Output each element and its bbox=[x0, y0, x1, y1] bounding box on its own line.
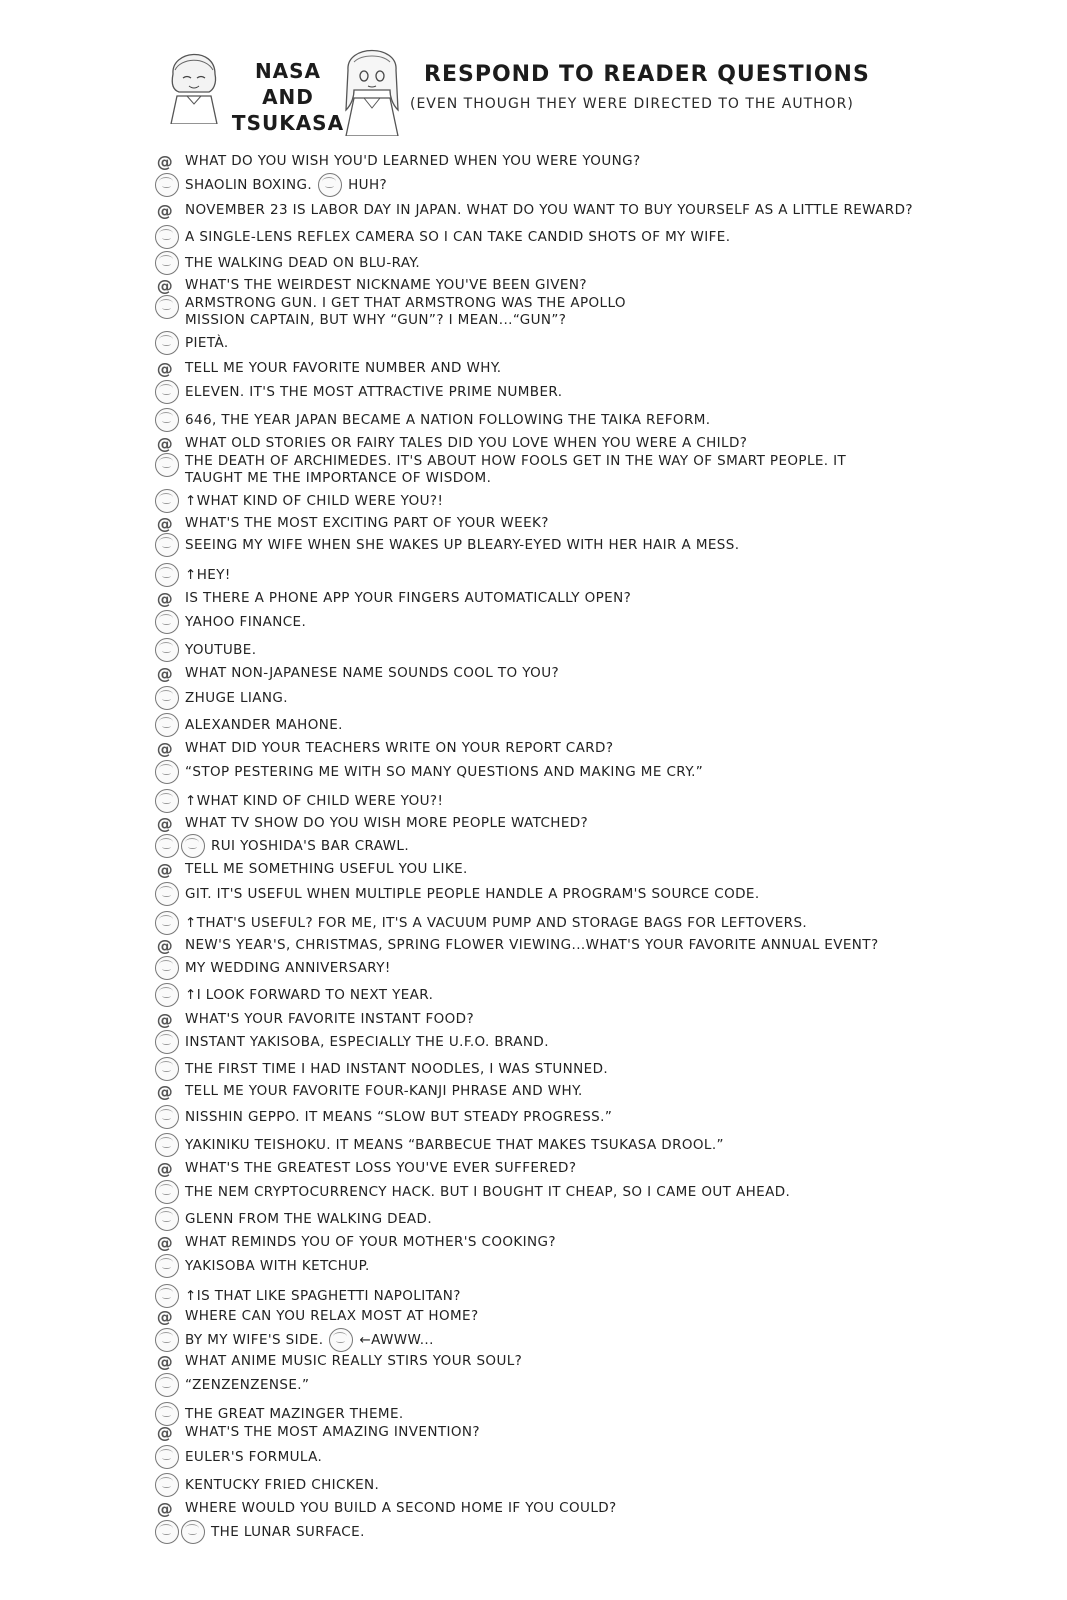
answer-row bbox=[155, 760, 703, 784]
answer-text bbox=[185, 384, 562, 400]
question-text bbox=[185, 1308, 479, 1324]
speaker-face-icon bbox=[155, 1133, 179, 1157]
line-text: WHAT DID YOUR TEACHERS WRITE ON YOUR REPORT CARD? bbox=[185, 740, 614, 756]
speaker-face-icon bbox=[318, 173, 342, 197]
question-at-icon: @ bbox=[156, 1232, 174, 1252]
question-text bbox=[185, 1083, 583, 1099]
answer-text bbox=[185, 987, 433, 1003]
line-text: NEW'S YEAR'S, CHRISTMAS, SPRING FLOWER VIEWING...WHAT'S YOUR FAVORITE ANNUAL EVENT? bbox=[185, 937, 879, 953]
question-text bbox=[185, 515, 549, 531]
question-text bbox=[185, 815, 588, 831]
answer-text bbox=[185, 886, 760, 902]
line-text: YAHOO FINANCE. bbox=[185, 614, 307, 630]
question-text bbox=[185, 1011, 474, 1027]
speaker-face-icon bbox=[155, 1328, 179, 1352]
answer-row bbox=[155, 1105, 612, 1129]
answer-text bbox=[185, 177, 312, 193]
line-text: A SINGLE-LENS REFLEX CAMERA SO I CAN TAKE CANDID SHOTS OF MY WIFE. bbox=[185, 229, 731, 245]
question-row bbox=[155, 513, 549, 533]
line-text: WHAT'S THE GREATEST LOSS YOU'VE EVER SUFFERED? bbox=[185, 1160, 577, 1176]
question-at-icon: @ bbox=[156, 275, 174, 295]
line-text: ↑THAT'S USEFUL? FOR ME, IT'S A VACUUM PUMP AND STORAGE BAGS FOR LEFTOVERS. bbox=[185, 915, 808, 931]
question-row bbox=[155, 1306, 479, 1326]
speaker-face-icon bbox=[155, 1473, 179, 1497]
speaker-face-icon bbox=[155, 380, 179, 404]
answer-text bbox=[185, 1109, 612, 1125]
speaker-face-icon bbox=[155, 331, 179, 355]
answer-row bbox=[155, 911, 807, 935]
answer-row bbox=[155, 173, 387, 197]
answer-row bbox=[155, 789, 443, 813]
speaker-face-icon bbox=[155, 834, 179, 858]
speaker-face-icon bbox=[155, 610, 179, 634]
speaker-face-icon bbox=[155, 1207, 179, 1231]
question-at-icon: @ bbox=[156, 935, 174, 955]
speaker-face-icon bbox=[155, 489, 179, 513]
speaker-line-2: TSUKASA bbox=[231, 111, 345, 135]
line-text: TELL ME YOUR FAVORITE NUMBER AND WHY. bbox=[185, 360, 502, 376]
line-text: THE WALKING DEAD ON BLU-RAY. bbox=[185, 255, 421, 271]
line-text: WHAT'S THE MOST EXCITING PART OF YOUR WEEK? bbox=[185, 515, 549, 531]
speaker-face-icon bbox=[155, 911, 179, 935]
speaker-face-icon bbox=[155, 225, 179, 249]
page-header bbox=[0, 0, 1067, 150]
answer-text bbox=[185, 793, 443, 809]
answer-row bbox=[155, 1207, 432, 1231]
answer-text bbox=[185, 1061, 608, 1077]
line-text: “ZENZENZENSE.” bbox=[185, 1377, 310, 1393]
answer-text bbox=[185, 493, 443, 509]
line-text: WHAT TV SHOW DO YOU WISH MORE PEOPLE WATCHED? bbox=[185, 815, 589, 831]
line-text: WHAT'S THE MOST AMAZING INVENTION? bbox=[185, 1424, 480, 1440]
question-text bbox=[185, 740, 613, 756]
speaker-face-icon bbox=[181, 834, 205, 858]
line-text: RUI YOSHIDA'S BAR CRAWL. bbox=[211, 838, 410, 854]
answer-text bbox=[185, 1332, 323, 1348]
answer-row bbox=[155, 956, 391, 980]
question-at-icon: @ bbox=[156, 813, 174, 833]
line-text: WHAT'S THE WEIRDEST NICKNAME YOU'VE BEEN GIVEN? bbox=[185, 277, 587, 293]
question-at-icon: @ bbox=[156, 1498, 174, 1518]
answer-row bbox=[155, 882, 760, 906]
line-text: WHERE WOULD YOU BUILD A SECOND HOME IF YOU COULD? bbox=[185, 1500, 617, 1516]
question-row bbox=[155, 1009, 474, 1029]
line-text: “STOP PESTERING ME WITH SO MANY QUESTIONS AND MAKING ME CRY.” bbox=[185, 764, 704, 780]
answer-row bbox=[155, 1133, 724, 1157]
speaker-face-icon bbox=[329, 1328, 353, 1352]
line-text: ARMSTRONG GUN. I GET THAT ARMSTRONG WAS THE APOLLO bbox=[185, 295, 626, 311]
answer-text bbox=[185, 614, 306, 630]
line-text: SHAOLIN BOXING. bbox=[185, 177, 313, 193]
question-at-icon: @ bbox=[156, 151, 174, 171]
answer-text bbox=[185, 915, 807, 931]
question-row bbox=[155, 935, 879, 955]
answer-row bbox=[155, 1328, 434, 1352]
line-text: 646, THE YEAR JAPAN BECAME A NATION FOLLOWING THE TAIKA REFORM. bbox=[185, 412, 711, 428]
answer-row bbox=[155, 408, 710, 432]
question-row bbox=[155, 151, 641, 171]
line-text: THE LUNAR SURFACE. bbox=[211, 1524, 365, 1540]
question-row bbox=[155, 275, 587, 295]
answer-text bbox=[185, 642, 256, 658]
line-text: THE NEM CRYPTOCURRENCY HACK. BUT I BOUGHT IT CHEAP, SO I CAME OUT AHEAD. bbox=[185, 1184, 791, 1200]
line-text: WHAT'S YOUR FAVORITE INSTANT FOOD? bbox=[185, 1011, 475, 1027]
question-row bbox=[155, 1498, 617, 1518]
answer-text bbox=[185, 764, 703, 780]
line-text: NISSHIN GEPPO. IT MEANS “SLOW BUT STEADY PROGRESS.” bbox=[185, 1109, 613, 1125]
line-text: ↑HEY! bbox=[185, 567, 231, 583]
line-text: GLENN FROM THE WALKING DEAD. bbox=[185, 1211, 433, 1227]
answer-text bbox=[185, 690, 288, 706]
question-at-icon: @ bbox=[156, 663, 174, 683]
question-row bbox=[155, 433, 747, 453]
speaker-names bbox=[228, 58, 348, 136]
question-at-icon: @ bbox=[156, 738, 174, 758]
line-text: BY MY WIFE'S SIDE. bbox=[185, 1332, 324, 1348]
answer-text bbox=[185, 412, 710, 428]
line-text: YAKISOBA WITH KETCHUP. bbox=[185, 1258, 370, 1274]
line-text: SEEING MY WIFE WHEN SHE WAKES UP BLEARY-EYED WITH HER HAIR A MESS. bbox=[185, 537, 740, 553]
answer-row bbox=[155, 331, 229, 355]
line-text-continued: TAUGHT ME THE IMPORTANCE OF WISDOM. bbox=[185, 470, 492, 486]
answer-row bbox=[155, 1520, 365, 1544]
speaker-face-icon bbox=[155, 1030, 179, 1054]
tsukasa-chibi-illustration bbox=[340, 40, 404, 136]
question-text bbox=[185, 360, 501, 376]
question-text bbox=[185, 1234, 556, 1250]
answer-row bbox=[155, 983, 433, 1007]
line-text: THE GREAT MAZINGER THEME. bbox=[185, 1406, 404, 1422]
answer-text bbox=[185, 537, 739, 553]
speaker-face-icon bbox=[155, 1105, 179, 1129]
speaker-line-1: NASA AND bbox=[254, 59, 322, 109]
line-text: ALEXANDER MAHONE. bbox=[185, 717, 343, 733]
line-text: WHAT DO YOU WISH YOU'D LEARNED WHEN YOU WERE YOUNG? bbox=[185, 153, 641, 169]
question-at-icon: @ bbox=[156, 1351, 174, 1371]
answer-text bbox=[185, 1137, 724, 1153]
page-subtitle: (EVEN THOUGH THEY WERE DIRECTED TO THE AUTHOR) bbox=[410, 96, 854, 112]
question-at-icon: @ bbox=[156, 433, 174, 453]
question-row bbox=[155, 663, 559, 683]
answer-row bbox=[155, 1254, 370, 1278]
speaker-face-icon bbox=[155, 638, 179, 662]
question-row bbox=[155, 588, 631, 608]
speaker-face-icon bbox=[155, 789, 179, 813]
answer-row bbox=[155, 1445, 322, 1469]
question-at-icon: @ bbox=[156, 200, 174, 220]
answer-text bbox=[185, 1211, 432, 1227]
line-text: WHAT REMINDS YOU OF YOUR MOTHER'S COOKING? bbox=[185, 1234, 556, 1250]
answer-row bbox=[155, 1473, 379, 1497]
question-at-icon: @ bbox=[156, 513, 174, 533]
speaker-face-icon bbox=[155, 956, 179, 980]
question-text bbox=[185, 590, 631, 606]
answer-row bbox=[155, 380, 562, 404]
answer-row bbox=[155, 686, 288, 710]
line-text-continued: MISSION CAPTAIN, BUT WHY “GUN”? I MEAN...“GUN”? bbox=[185, 312, 567, 328]
line-text: GIT. IT'S USEFUL WHEN MULTIPLE PEOPLE HANDLE A PROGRAM'S SOURCE CODE. bbox=[185, 886, 760, 902]
answer-row bbox=[155, 251, 420, 275]
speaker-face-icon bbox=[155, 295, 179, 319]
question-at-icon: @ bbox=[156, 1306, 174, 1326]
answer-row bbox=[155, 533, 739, 557]
answer-text bbox=[185, 1377, 309, 1393]
question-at-icon: @ bbox=[156, 358, 174, 378]
question-at-icon: @ bbox=[156, 1009, 174, 1029]
question-at-icon: @ bbox=[156, 1158, 174, 1178]
line-text: YAKINIKU TEISHOKU. IT MEANS “BARBECUE THAT MAKES TSUKASA DROOL.” bbox=[185, 1137, 724, 1153]
question-text bbox=[185, 665, 559, 681]
question-at-icon: @ bbox=[156, 859, 174, 879]
line-text: PIETÀ. bbox=[185, 335, 229, 351]
question-row bbox=[155, 1081, 583, 1101]
line-text: EULER'S FORMULA. bbox=[185, 1449, 323, 1465]
line-text: YOUTUBE. bbox=[185, 642, 257, 658]
question-row bbox=[155, 1158, 576, 1178]
line-text: KENTUCKY FRIED CHICKEN. bbox=[185, 1477, 380, 1493]
speaker-face-icon bbox=[155, 1284, 179, 1308]
answer-text bbox=[185, 1449, 322, 1465]
answer-text bbox=[185, 1184, 790, 1200]
question-at-icon: @ bbox=[156, 1081, 174, 1101]
speaker-face-icon bbox=[155, 533, 179, 557]
answer-text bbox=[185, 295, 626, 329]
question-text bbox=[185, 1160, 576, 1176]
answer-text bbox=[185, 1034, 549, 1050]
answer-row bbox=[155, 1284, 461, 1308]
line-text: ↑IS THAT LIKE SPAGHETTI NAPOLITAN? bbox=[185, 1288, 461, 1304]
speaker-face-icon bbox=[155, 713, 179, 737]
answer-text bbox=[185, 1477, 379, 1493]
answer-text bbox=[185, 335, 229, 351]
question-text bbox=[185, 153, 641, 169]
answer-row bbox=[155, 489, 443, 513]
question-text bbox=[185, 1353, 522, 1369]
line-text: ↑WHAT KIND OF CHILD WERE YOU?! bbox=[185, 793, 444, 809]
answer-row bbox=[155, 1180, 790, 1204]
question-row bbox=[155, 1422, 480, 1442]
answer-text bbox=[185, 1258, 370, 1274]
line-text: WHAT NON-JAPANESE NAME SOUNDS COOL TO YOU? bbox=[185, 665, 560, 681]
answer-row bbox=[155, 1057, 608, 1081]
line-text: THE FIRST TIME I HAD INSTANT NOODLES, I WAS STUNNED. bbox=[185, 1061, 609, 1077]
page-title: RESPOND TO READER QUESTIONS bbox=[424, 62, 870, 87]
speaker-face-icon bbox=[155, 1057, 179, 1081]
speaker-face-icon bbox=[155, 760, 179, 784]
answer-row bbox=[155, 610, 306, 634]
answer-text bbox=[185, 453, 846, 487]
line-text: ZHUGE LIANG. bbox=[185, 690, 288, 706]
question-at-icon: @ bbox=[156, 1422, 174, 1442]
line-text: ↑I LOOK FORWARD TO NEXT YEAR. bbox=[185, 987, 434, 1003]
question-row bbox=[155, 1351, 522, 1371]
nasa-chibi-illustration bbox=[165, 40, 223, 124]
speaker-face-icon bbox=[155, 1520, 179, 1544]
answer-text bbox=[185, 717, 343, 733]
question-at-icon: @ bbox=[156, 588, 174, 608]
answer-text bbox=[185, 960, 391, 976]
answer-text bbox=[185, 1288, 461, 1304]
answer-text bbox=[185, 255, 420, 271]
question-text bbox=[185, 861, 468, 877]
line-text: MY WEDDING ANNIVERSARY! bbox=[185, 960, 391, 976]
answer-text bbox=[185, 1406, 404, 1422]
answer-row bbox=[155, 1373, 309, 1397]
speaker-face-icon bbox=[155, 1180, 179, 1204]
reply-text: ←AWWW... bbox=[359, 1332, 434, 1348]
line-text: THE DEATH OF ARCHIMEDES. IT'S ABOUT HOW FOOLS GET IN THE WAY OF SMART PEOPLE. IT bbox=[185, 453, 847, 469]
answer-text bbox=[185, 567, 231, 583]
question-text bbox=[185, 1500, 617, 1516]
answer-row bbox=[155, 563, 231, 587]
line-text: ELEVEN. IT'S THE MOST ATTRACTIVE PRIME NUMBER. bbox=[185, 384, 563, 400]
answer-row bbox=[155, 834, 409, 858]
speaker-face-icon bbox=[155, 882, 179, 906]
question-row bbox=[155, 738, 613, 758]
line-text: ↑WHAT KIND OF CHILD WERE YOU?! bbox=[185, 493, 444, 509]
speaker-face-icon bbox=[155, 686, 179, 710]
question-row bbox=[155, 813, 588, 833]
answer-text bbox=[185, 229, 730, 245]
speaker-face-icon bbox=[155, 251, 179, 275]
speaker-face-icon bbox=[155, 1445, 179, 1469]
answer-row bbox=[155, 638, 256, 662]
answer-row bbox=[155, 225, 730, 249]
line-text: IS THERE A PHONE APP YOUR FINGERS AUTOMATICALLY OPEN? bbox=[185, 590, 632, 606]
question-row bbox=[155, 358, 501, 378]
question-row bbox=[155, 200, 913, 220]
reply-text: HUH? bbox=[348, 177, 388, 193]
speaker-face-icon bbox=[181, 1520, 205, 1544]
question-text bbox=[185, 277, 587, 293]
speaker-face-icon bbox=[155, 453, 179, 477]
line-text: WHERE CAN YOU RELAX MOST AT HOME? bbox=[185, 1308, 479, 1324]
question-row bbox=[155, 1232, 556, 1252]
answer-text bbox=[211, 1524, 365, 1540]
question-text bbox=[185, 202, 913, 218]
question-text bbox=[185, 937, 879, 953]
line-text: INSTANT YAKISOBA, ESPECIALLY THE U.F.O. BRAND. bbox=[185, 1034, 549, 1050]
question-text bbox=[185, 435, 747, 451]
answer-text bbox=[211, 838, 409, 854]
answer-row bbox=[155, 1030, 549, 1054]
question-row bbox=[155, 859, 468, 879]
line-text: TELL ME YOUR FAVORITE FOUR-KANJI PHRASE AND WHY. bbox=[185, 1083, 583, 1099]
speaker-face-icon bbox=[155, 408, 179, 432]
question-text bbox=[185, 1424, 480, 1440]
speaker-face-icon bbox=[155, 1254, 179, 1278]
line-text: TELL ME SOMETHING USEFUL YOU LIKE. bbox=[185, 861, 468, 877]
speaker-face-icon bbox=[155, 173, 179, 197]
speaker-face-icon bbox=[155, 1373, 179, 1397]
answer-row bbox=[155, 295, 626, 329]
speaker-face-icon bbox=[155, 563, 179, 587]
line-text: WHAT ANIME MUSIC REALLY STIRS YOUR SOUL? bbox=[185, 1353, 523, 1369]
answer-row bbox=[155, 713, 343, 737]
line-text: NOVEMBER 23 IS LABOR DAY IN JAPAN. WHAT DO YOU WANT TO BUY YOURSELF AS A LITTLE REWARD? bbox=[185, 202, 913, 218]
speaker-face-icon bbox=[155, 983, 179, 1007]
answer-row bbox=[155, 453, 846, 487]
line-text: WHAT OLD STORIES OR FAIRY TALES DID YOU LOVE WHEN YOU WERE A CHILD? bbox=[185, 435, 748, 451]
